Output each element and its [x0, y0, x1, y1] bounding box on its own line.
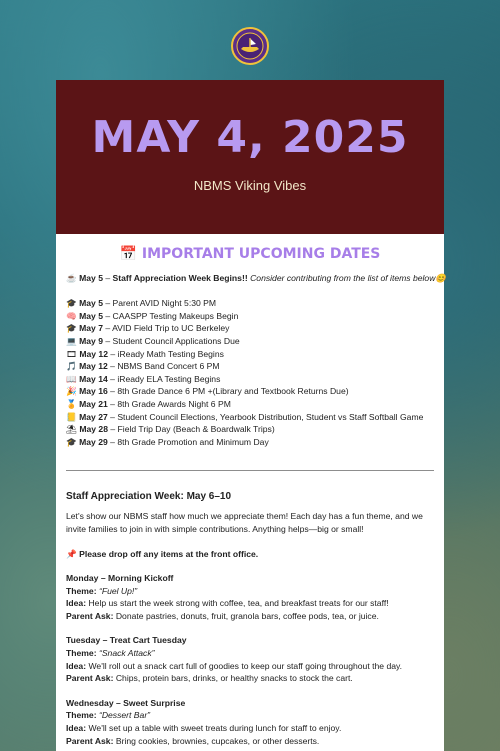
date-text: 8th Grade Promotion and Minimum Day: [117, 436, 269, 447]
date-item-highlight: ☕ May 5 – Staff Appreciation Week Begins!! Consider contributing from the list of items below😊: [66, 273, 447, 283]
date-text: CAASPP Testing Makeups Begin: [112, 310, 239, 321]
date-text: 8th Grade Awards Night 6 PM: [117, 398, 231, 409]
date-item: 📒 May 27 – Student Council Elections, Yearbook Distribution, Student vs Staff Softball Game: [66, 411, 424, 422]
day-block: [66, 572, 434, 622]
date-item: 🎞 May 12 – iReady Math Testing Begins: [66, 348, 224, 359]
day-theme: Theme: “Fuel Up!”: [66, 585, 138, 596]
appreciation-intro: Let's show our NBMS staff how much we appreciate them! Each day has a fun theme, and we invite families to join in with simple contributions. Anything helps—big or small!: [66, 511, 423, 534]
date-emoji-icon: 🎓: [66, 298, 77, 309]
date-emoji-icon: 🏅: [66, 398, 77, 409]
day-theme: Theme: “Dessert Bar”: [66, 710, 151, 721]
newsletter-card: [56, 80, 447, 751]
date-item: ⛱ May 28 – Field Trip Day (Beach & Boardwalk Trips): [66, 424, 275, 435]
date-item: 💻 May 9 – Student Council Applications Due: [66, 335, 240, 346]
date-emoji-icon: 🧠: [66, 310, 77, 321]
date-label: May 7: [79, 323, 103, 334]
date-text: AVID Field Trip to UC Berkeley: [112, 323, 230, 334]
date-label: May 12: [79, 361, 108, 372]
school-logo: [231, 27, 269, 65]
date-emoji-icon: 🎵: [66, 361, 77, 372]
date-text: Parent AVID Night 5:30 PM: [112, 298, 217, 309]
date-emoji-icon: 📖: [66, 373, 77, 384]
day-idea: Idea: We'll roll out a snack cart full of goodies to keep our staff going throughout the day.: [66, 660, 403, 671]
coffee-icon: ☕: [66, 273, 77, 283]
date-label: May 12: [79, 348, 108, 359]
page-title: MAY 4, 2025: [91, 112, 409, 163]
day-title: Tuesday – Treat Cart Tuesday: [66, 635, 187, 646]
day-ask: Parent Ask: Chips, protein bars, drinks, or healthy snacks to stock the cart.: [66, 673, 353, 684]
date-note: Consider contributing from the list of items below😊: [250, 273, 447, 283]
appreciation-heading: Staff Appreciation Week: May 6–10: [66, 491, 232, 503]
day-idea: Idea: Help us start the week strong with coffee, tea, and breakfast treats for our staff!: [66, 598, 389, 609]
date-emoji-icon: 🎓: [66, 436, 77, 447]
day-ask: Parent Ask: Donate pastries, donuts, fruit, granola bars, coffee pods, tea, or juice.: [66, 610, 379, 621]
date-text: Field Trip Day (Beach & Boardwalk Trips): [117, 424, 275, 435]
day-ask: Parent Ask: Bring cookies, brownies, cupcakes, or other desserts.: [66, 735, 320, 746]
page-subtitle: NBMS Viking Vibes: [193, 178, 307, 193]
date-emoji-icon: ⛱: [66, 424, 77, 435]
date-item: 🎓 May 29 – 8th Grade Promotion and Minimum Day: [66, 436, 269, 447]
date-emoji-icon: 📒: [66, 411, 77, 422]
date-text: Student Council Elections, Yearbook Distribution, Student vs Staff Softball Game: [117, 411, 424, 422]
viking-ship-icon: [235, 31, 265, 61]
date-emoji-icon: 🎓: [66, 323, 77, 334]
date-label: May 28: [79, 424, 108, 435]
day-block: [66, 697, 434, 747]
header-banner: [56, 80, 444, 234]
date-text: Student Council Applications Due: [112, 335, 240, 346]
date-item: 🎉 May 16 – 8th Grade Dance 6 PM +(Library and Textbook Returns Due): [66, 386, 349, 397]
date-label: May 5: [79, 298, 103, 309]
date-text: 8th Grade Dance 6 PM +(Library and Textbook Returns Due): [117, 386, 349, 397]
day-list: [66, 572, 434, 747]
date-list: [66, 297, 434, 448]
date-text: NBMS Band Concert 6 PM: [117, 361, 220, 372]
date-label: May 29: [79, 436, 108, 447]
date-item: 🧠 May 5 – CAASPP Testing Makeups Begin: [66, 310, 239, 321]
date-text: iReady Math Testing Begins: [117, 348, 224, 359]
dropoff-note: 📌 Please drop off any items at the front office.: [66, 548, 259, 559]
section-title-dates: 📅 IMPORTANT UPCOMING DATES: [119, 246, 381, 262]
day-theme: Theme: “Snack Attack”: [66, 648, 155, 659]
section-divider: [66, 470, 434, 471]
date-item: 📖 May 14 – iReady ELA Testing Begins: [66, 373, 221, 384]
date-label: May 5: [79, 273, 103, 283]
date-emoji-icon: 🎞: [66, 348, 77, 359]
day-title: Wednesday – Sweet Surprise: [66, 697, 186, 708]
date-label: May 21: [79, 398, 108, 409]
date-label: May 9: [79, 335, 103, 346]
day-title: Monday – Morning Kickoff: [66, 573, 174, 584]
date-label: May 27: [79, 411, 108, 422]
date-item: 🎵 May 12 – NBMS Band Concert 6 PM: [66, 361, 220, 372]
date-item: 🏅 May 21 – 8th Grade Awards Night 6 PM: [66, 398, 231, 409]
date-emoji-icon: 🎉: [66, 386, 77, 397]
date-item: 🎓 May 5 – Parent AVID Night 5:30 PM: [66, 298, 217, 309]
date-item: 🎓 May 7 – AVID Field Trip to UC Berkeley: [66, 323, 230, 334]
date-label: May 14: [79, 373, 108, 384]
date-label: May 16: [79, 386, 108, 397]
date-emoji-icon: 💻: [66, 335, 77, 346]
day-block: [66, 634, 434, 684]
day-idea: Idea: We'll set up a table with sweet treats during lunch for staff to enjoy.: [66, 723, 342, 734]
date-text: Staff Appreciation Week Begins!!: [112, 273, 248, 283]
date-text: iReady ELA Testing Begins: [117, 373, 221, 384]
date-label: May 5: [79, 310, 103, 321]
